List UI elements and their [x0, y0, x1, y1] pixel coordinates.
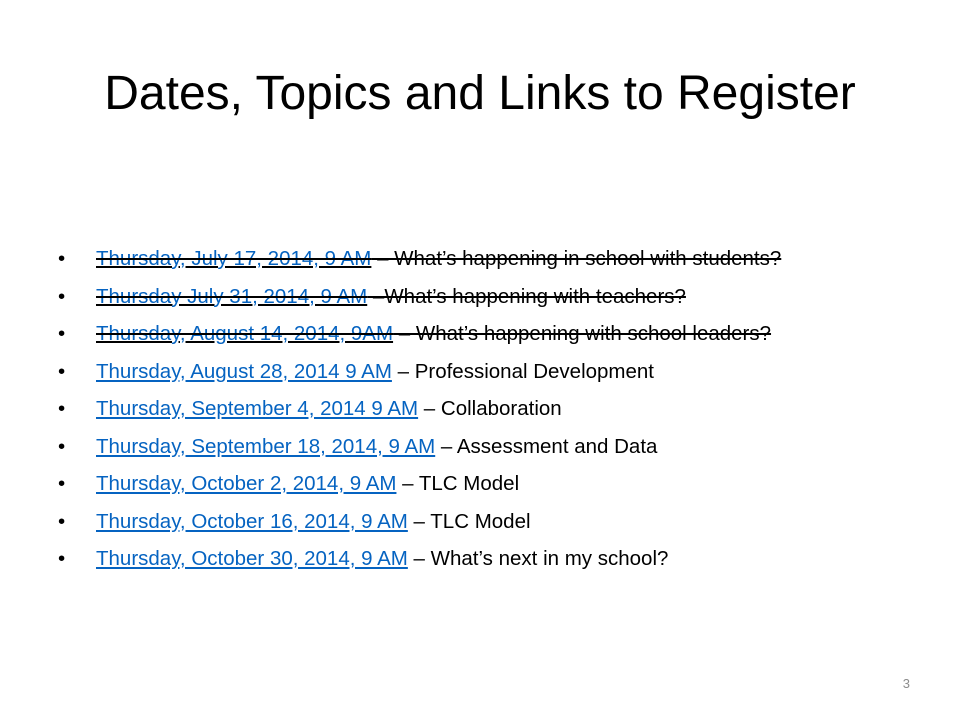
- bullet-icon: •: [58, 247, 66, 270]
- bullet-icon: •: [58, 397, 66, 420]
- register-link[interactable]: Thursday, October 16, 2014, 9 AM: [96, 509, 408, 533]
- bullet-icon: •: [58, 472, 66, 495]
- session-topic: – TLC Model: [407, 509, 531, 533]
- register-link[interactable]: Thursday, September 18, 2014, 9 AM: [96, 434, 436, 458]
- register-link[interactable]: Thursday, August 14, 2014, 9AM: [96, 322, 394, 345]
- session-item: [58, 390, 938, 428]
- session-topic: –What’s happening with teachers?: [367, 284, 686, 308]
- page-number: 3: [902, 676, 910, 691]
- register-link[interactable]: Thursday July 31, 2014, 9 AM: [96, 284, 368, 308]
- session-topic: – Assessment and Data: [435, 434, 658, 458]
- register-link[interactable]: Thursday, September 4, 2014 9 AM: [96, 397, 419, 420]
- session-list: [58, 240, 938, 578]
- bullet-icon: •: [58, 547, 66, 570]
- register-link[interactable]: Thursday, August 28, 2014 9 AM: [96, 359, 392, 383]
- bullet-icon: •: [58, 284, 66, 308]
- session-item: [58, 503, 938, 541]
- session-item: [58, 465, 938, 503]
- session-topic: – What’s happening in school with students?: [371, 247, 782, 270]
- session-item: [58, 353, 938, 391]
- bullet-icon: •: [58, 509, 66, 533]
- register-link[interactable]: Thursday, July 17, 2014, 9 AM: [96, 247, 372, 270]
- register-link[interactable]: Thursday, October 30, 2014, 9 AM: [96, 547, 408, 570]
- bullet-icon: •: [58, 434, 66, 458]
- session-topic: – What’s next in my school?: [407, 547, 669, 570]
- session-item: [58, 540, 938, 578]
- session-topic: – TLC Model: [396, 472, 520, 495]
- session-item: [58, 428, 938, 466]
- bullet-icon: •: [58, 322, 66, 345]
- session-item: [58, 315, 938, 353]
- session-topic: – What’s happening with school leaders?: [393, 322, 772, 345]
- bullet-icon: •: [58, 359, 66, 383]
- session-topic: – Professional Development: [391, 359, 655, 383]
- session-item: [58, 278, 938, 316]
- register-link[interactable]: Thursday, October 2, 2014, 9 AM: [96, 472, 397, 495]
- session-topic: – Collaboration: [418, 397, 562, 420]
- session-item: [58, 240, 938, 278]
- slide-title: Dates, Topics and Links to Register: [104, 67, 856, 120]
